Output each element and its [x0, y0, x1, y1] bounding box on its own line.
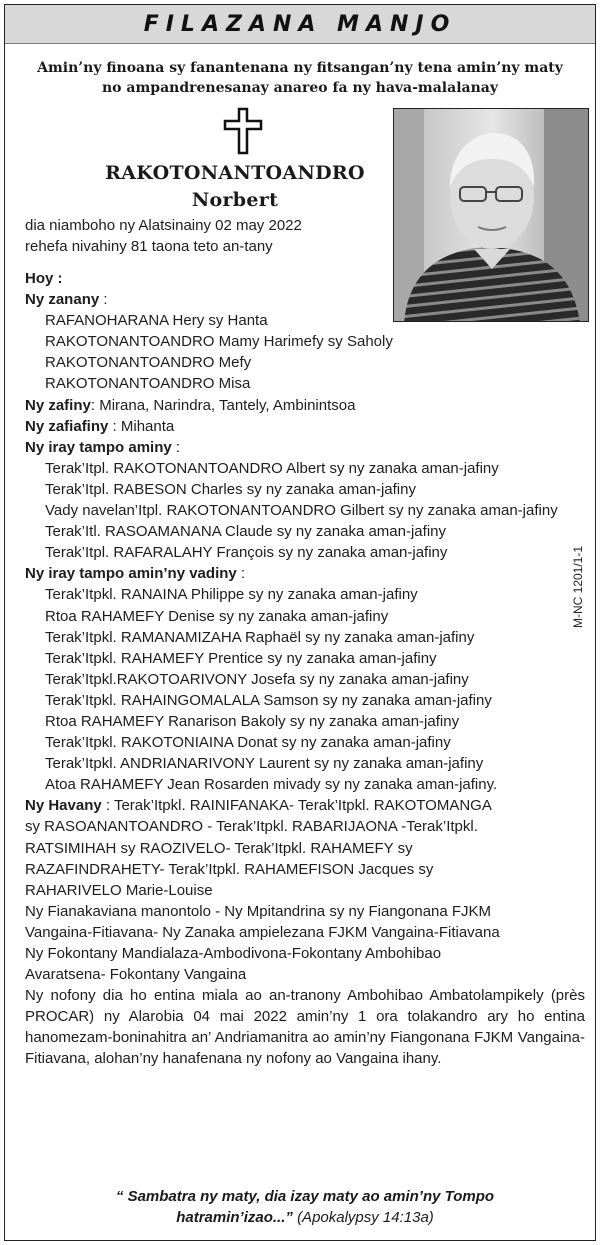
sibling-item: Terak’Itpl. RABESON Charles sy ny zanaka aman-jafiny — [45, 480, 416, 498]
wife-sibling-item: Terak’Itpkl. RAMANAMIZAHA Raphaël sy ny zanaka aman-jafiny — [45, 628, 475, 646]
quote-line-2: hatramin’izao...” — [176, 1209, 293, 1226]
wife-sibling-item: Rtoa RAHAMEFY Ranarison Bakoly sy ny zanaka aman-jafiny — [45, 712, 460, 730]
bible-quote — [25, 1186, 585, 1228]
death-info — [25, 215, 585, 257]
wife-sibling-item: Terak’Itpkl. RAHAMEFY Prentice sy ny zanaka aman-jafiny — [45, 649, 437, 667]
wife-siblings-label: Ny iray tampo amin’ny vadiny — [25, 565, 237, 583]
child-item: RAFANOHARANA Hery sy Hanta — [45, 312, 268, 330]
children-label: Ny zanany — [25, 291, 100, 309]
header-banner — [5, 5, 595, 44]
child-item: RAKOTONANTOANDRO Misa — [45, 375, 251, 393]
havany-line: sy RASOANANTOANDRO - Terak’Itpkl. RABARIJAONA -Terak’Itpkl. — [25, 818, 478, 836]
sibling-item — [25, 500, 585, 521]
intro-text — [10, 58, 590, 98]
havany-line: : Terak’Itpkl. RAINIFANAKA- Terak’Itpkl. RAKOTOMANGA — [105, 797, 492, 815]
age-line: rehefa nivahiny 81 taona teto an-tany — [25, 238, 273, 256]
sibling-item: Terak’Itl. RASOAMANANA Claude sy ny zanaka aman-jafiny — [45, 523, 446, 541]
death-date-line: dia niamboho ny Alatsinainy 02 may 2022 — [25, 217, 302, 234]
cross-icon — [222, 107, 264, 155]
funeral-paragraph: Ny nofony dia ho entina miala ao an-tranony Ambohibao Ambatolampikely (près PROCAR) ny Alarobia 04 mai 2022 amin’ny 1 ora tolakandro ary ho entina hanomezam-boninahitra an’ Andriamanitra ao amin’ny Fiangonana FJKM Vangaina-Fitiavana, alohan’ny hanafenana ny nofony ao Vangaina ihany. — [25, 987, 585, 1068]
child-item: RAKOTONANTOANDRO Mefy — [45, 354, 252, 372]
quote-reference: (Apokalypsy 14:13a) — [297, 1209, 434, 1226]
friends-line: Vangaina-Fitiavana- Ny Zanaka ampielezana FJKM Vangaina-Fitiavana — [25, 923, 500, 941]
sibling-item-text: Vady navelan’Itpl. RAKOTONANTOANDRO Gilbert sy ny zanaka aman-jafiny — [45, 502, 558, 520]
reference-code: M-NC 1201/1-1 — [571, 545, 585, 628]
grandchildren-label: Ny zafiny — [25, 396, 91, 414]
intro-line-2: no ampandrenesanay anareo fa ny hava-malalanay — [102, 80, 498, 96]
havany-line: RATSIMIHAH sy RAOZIVELO- Terak’Itpkl. RAHAMEFY sy — [25, 839, 413, 857]
siblings-label: Ny iray tampo aminy — [25, 438, 172, 456]
wife-sibling-item: Terak’Itpkl. RANAINA Philippe sy ny zanaka aman-jafiny — [45, 586, 418, 604]
deceased-name — [80, 160, 390, 214]
hoy-label: Hoy : — [25, 270, 63, 287]
friends-line: Avaratsena- Fokontany Vangaina — [25, 966, 247, 984]
deceased-surname: RAKOTONANTOANDRO — [105, 162, 365, 184]
sibling-item: Terak’Itpl. RAFARALAHY François sy ny zanaka aman-jafiny — [45, 544, 448, 562]
great-grandchildren-label: Ny zafiafiny — [25, 417, 109, 435]
wife-sibling-item: Terak’Itpkl.RAKOTOARIVONY Josefa sy ny zanaka aman-jafiny — [45, 670, 469, 688]
sibling-item: Terak’Itpl. RAKOTONANTOANDRO Albert sy ny zanaka aman-jafiny — [45, 459, 499, 477]
great-grandchildren-names: Mihanta — [120, 417, 175, 435]
quote-line-1: “ Sambatra ny maty, dia izay maty ao amin’ny Tompo — [115, 1188, 495, 1205]
friends-line: Ny Fokontany Mandialaza-Ambodivona-Fokontany Ambohibao — [25, 945, 442, 962]
child-item: RAKOTONANTOANDRO Mamy Harimefy sy Saholy — [45, 333, 393, 351]
wife-sibling-item: Terak’Itpkl. RAKOTONIAINA Donat sy ny zanaka aman-jafiny — [45, 734, 451, 752]
intro-line-1: Amin’ny finoana sy fanantenana ny fitsangan’ny tena amin’ny maty — [37, 60, 563, 76]
havany-line: RAHARIVELO Marie-Louise — [25, 881, 213, 899]
family-list: Hoy : Ny zanany : RAFANOHARANA Hery sy Hanta RAKOTONANTOANDRO Mamy Harimefy sy Saholy RAKOTONANTOANDRO Mefy RAKOTONANTOANDRO Misa Ny zafiny: Mirana, Narindra, Tantely, Ambinintsoa Ny zafiafiny : Mihanta Ny iray tampo aminy : Terak’Itpl. RAKOTONANTOANDRO Albert sy ny zanaka aman-jafiny Terak’Itpl. RABESON Charles sy ny zanaka aman-jafiny Vady navelan’Itpl. RAKOTONANTOANDRO Gilbert sy ny zanaka aman-jafiny Terak’Itl. RASOAMANANA Claude sy ny zanaka aman-jafiny Terak’Itpl. RAFARALAHY François sy ny zanaka aman-jafiny Ny iray tampo amin’ny vadiny : Terak’Itpkl. RANAINA Philippe sy ny zanaka aman-jafiny Rtoa RAHAMEFY Denise sy ny zanaka aman-jafiny Terak’Itpkl. RAMANAMIZAHA Raphaël sy ny zanaka aman-jafiny Terak’Itpkl. RAHAMEFY Prentice sy ny zanaka aman-jafiny Terak’Itpkl.RAKOTOARIVONY Josefa sy ny zanaka aman-jafiny Terak’Itpkl. RAHAINGOMALALA Samson sy ny zanaka aman-jafiny Rtoa RAHAMEFY Ranarison Bakoly sy ny zanaka aman-jafiny Terak’Itpkl. RAKOTONIAINA Donat sy ny zanaka aman-jafiny Terak’Itpkl. ANDRIANARIVONY Laurent sy ny zanaka aman-jafiny Atoa RAHAMEFY Jean Rosarden mivady sy ny zanaka aman-jafiny. Ny Havany : Terak’Itpkl. RAINIFANAKA- Terak’Itpkl. RAKOTOMANGA sy RASOANANTOANDRO - Terak’Itpkl. RABARIJAONA -Terak’Itpkl. RATSIMIHAH sy RAOZIVELO- Terak’Itpkl. RAHAMEFY sy RAZAFINDRAHETY- Terak’Itpkl. RAHAMEFISON Jacques sy RAHARIVELO Marie-Louise Ny Fianakaviana manontolo - Ny Mpitandrina sy ny Fiangonana FJKM Vangaina-Fitiavana- Ny Zanaka ampielezana FJKM Vangaina-Fitiavana Ny Fokontany Mandialaza-Ambodivona-Fokontany Ambohibao Avaratsena- Fokontany Vangaina Ny nofony dia ho entina miala ao an-tranony Ambohibao Ambatolampikely (près PROCAR) ny Alarobia 04 mai 2022 amin’ny 1 ora tolakandro ary ho entina hanomezam-boninahitra an’ Andriamanitra ao amin’ny Fiangonana FJKM Vangaina-Fitiavana, alohan’ny hanafenana ny nofony ao Vangaina ihany. — [25, 268, 585, 1070]
wife-sibling-item: Terak’Itpkl. ANDRIANARIVONY Laurent sy ny zanaka aman-jafiny — [45, 755, 484, 773]
havany-label: Ny Havany — [25, 797, 102, 815]
wife-sibling-item: Rtoa RAHAMEFY Denise sy ny zanaka aman-jafiny — [45, 607, 389, 625]
wife-sibling-item: Atoa RAHAMEFY Jean Rosarden mivady sy ny zanaka aman-jafiny. — [45, 776, 498, 794]
deceased-firstname: Norbert — [191, 189, 279, 211]
friends-line: Ny Fianakaviana manontolo - Ny Mpitandrina sy ny Fiangonana FJKM — [25, 902, 492, 920]
wife-sibling-item: Terak’Itpkl. RAHAINGOMALALA Samson sy ny zanaka aman-jafiny — [45, 691, 492, 709]
notice-title: FILAZANA MANJO — [143, 11, 457, 37]
grandchildren-names: Mirana, Narindra, Tantely, Ambinintsoa — [99, 396, 356, 414]
havany-line: RAZAFINDRAHETY- Terak’Itpkl. RAHAMEFISON Jacques sy — [25, 860, 434, 878]
